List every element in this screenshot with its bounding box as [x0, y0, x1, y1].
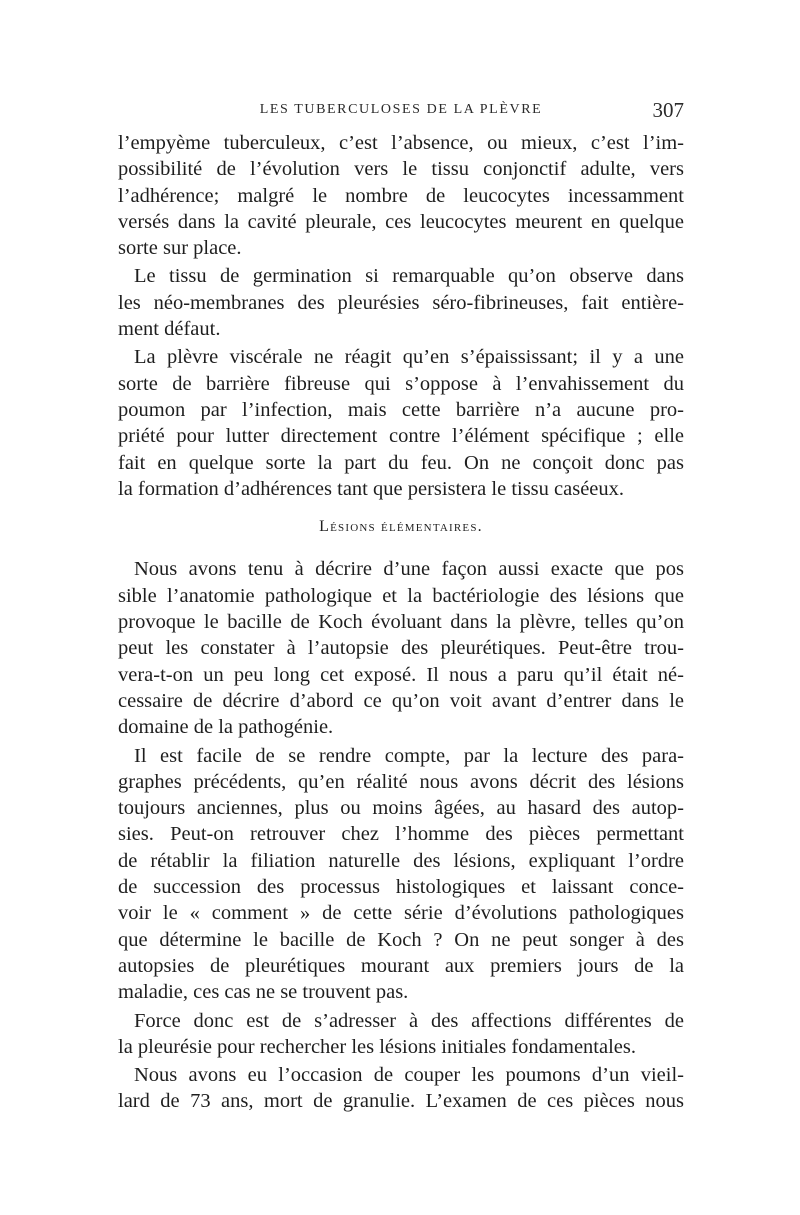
text-line: autopsies de pleurétiques mourant aux premiers jours de la [118, 954, 684, 977]
text-line: la pleurésie pour rechercher les lésions initiales fondamentales. [118, 1035, 636, 1058]
paragraph [118, 263, 684, 342]
text-line: de rétablir la filiation naturelle des lésions, expliquant l’ordre [118, 849, 684, 872]
text-line: sies. Peut-on retrouver chez l’homme des pièces permettant [118, 823, 684, 846]
text-line: provoque le bacille de Koch évoluant dans la plèvre, telles qu’on [118, 611, 684, 634]
section-heading: Lésions élémentaires. [319, 518, 483, 536]
text-line: voir le « comment » de cette série d’évolutions pathologiques [118, 902, 684, 925]
text-line: l’adhérence; malgré le nombre de leucocytes incessamment [118, 184, 684, 207]
paragraph [118, 556, 684, 740]
body-text [118, 130, 684, 1117]
text-line: fait en quelque sorte la part du feu. On ne conçoit donc pas [118, 451, 684, 474]
text-line: poumon par l’infection, mais cette barrière n’a aucune pro- [118, 398, 684, 421]
text-line: peut les constater à l’autopsie des pleurétiques. Peut-être trou- [118, 637, 684, 660]
text-line: possibilité de l’évolution vers le tissu conjonctif adulte, vers [118, 158, 684, 181]
text-line: Le tissu de germination si remarquable qu’on observe dans [134, 265, 684, 288]
text-line: versés dans la cavité pleurale, ces leucocytes meurent en quelque [118, 210, 684, 233]
text-line: sorte sur place. [118, 237, 242, 260]
text-line: les néo-membranes des pleurésies séro-fibrineuses, fait entière- [118, 291, 684, 314]
text-line: ment défaut. [118, 318, 221, 341]
text-line: la formation d’adhérences tant que persistera le tissu caséeux. [118, 477, 625, 500]
text-line: Il est facile de se rendre compte, par la lecture des para- [134, 744, 684, 767]
paragraph [118, 1062, 684, 1115]
text-line: La plèvre viscérale ne réagit qu’en s’épaississant; il y a une [134, 346, 684, 369]
text-line: maladie, ces cas ne se trouvent pas. [118, 981, 409, 1004]
paragraph [118, 344, 684, 502]
paragraph [118, 743, 684, 1006]
paragraph [118, 1008, 684, 1061]
running-head [118, 98, 684, 126]
text-line: vera-t-on un peu long cet exposé. Il nous a paru qu’il était né- [118, 663, 684, 686]
text-line: de succession des processus histologiques et laissant conce- [118, 876, 684, 899]
text-line: toujours anciennes, plus ou moins âgées, au hasard des autop- [118, 797, 684, 820]
text-line: sorte de barrière fibreuse qui s’oppose à l’envahissement du [118, 372, 684, 395]
page-number: 307 [652, 98, 684, 122]
text-line: Nous avons tenu à décrire d’une façon aussi exacte que pos [134, 558, 684, 581]
text-line: l’empyème tuberculeux, c’est l’absence, ou mieux, c’est l’im- [118, 132, 684, 154]
text-line: sible l’anatomie pathologique et la bactériologie des lésions que [118, 584, 684, 607]
text-line: lard de 73 ans, mort de granulie. L’examen de ces pièces nous [118, 1090, 684, 1113]
text-line: priété pour lutter directement contre l’élément spécifique ; elle [118, 425, 684, 448]
paragraph [118, 130, 684, 261]
text-line: cessaire de décrire d’abord ce qu’on voit avant d’entrer dans le [118, 689, 684, 712]
running-title: LES TUBERCULOSES DE LA PLÈVRE [259, 102, 543, 117]
text-line: que détermine le bacille de Koch ? On ne peut songer à des [118, 928, 684, 951]
text-line: graphes précédents, qu’en réalité nous avons décrit des lésions [118, 770, 684, 793]
text-line: domaine de la pathogénie. [118, 716, 334, 739]
text-line: Force donc est de s’adresser à des affections différentes de [134, 1009, 684, 1032]
text-line: Nous avons eu l’occasion de couper les poumons d’un vieil- [134, 1064, 684, 1087]
